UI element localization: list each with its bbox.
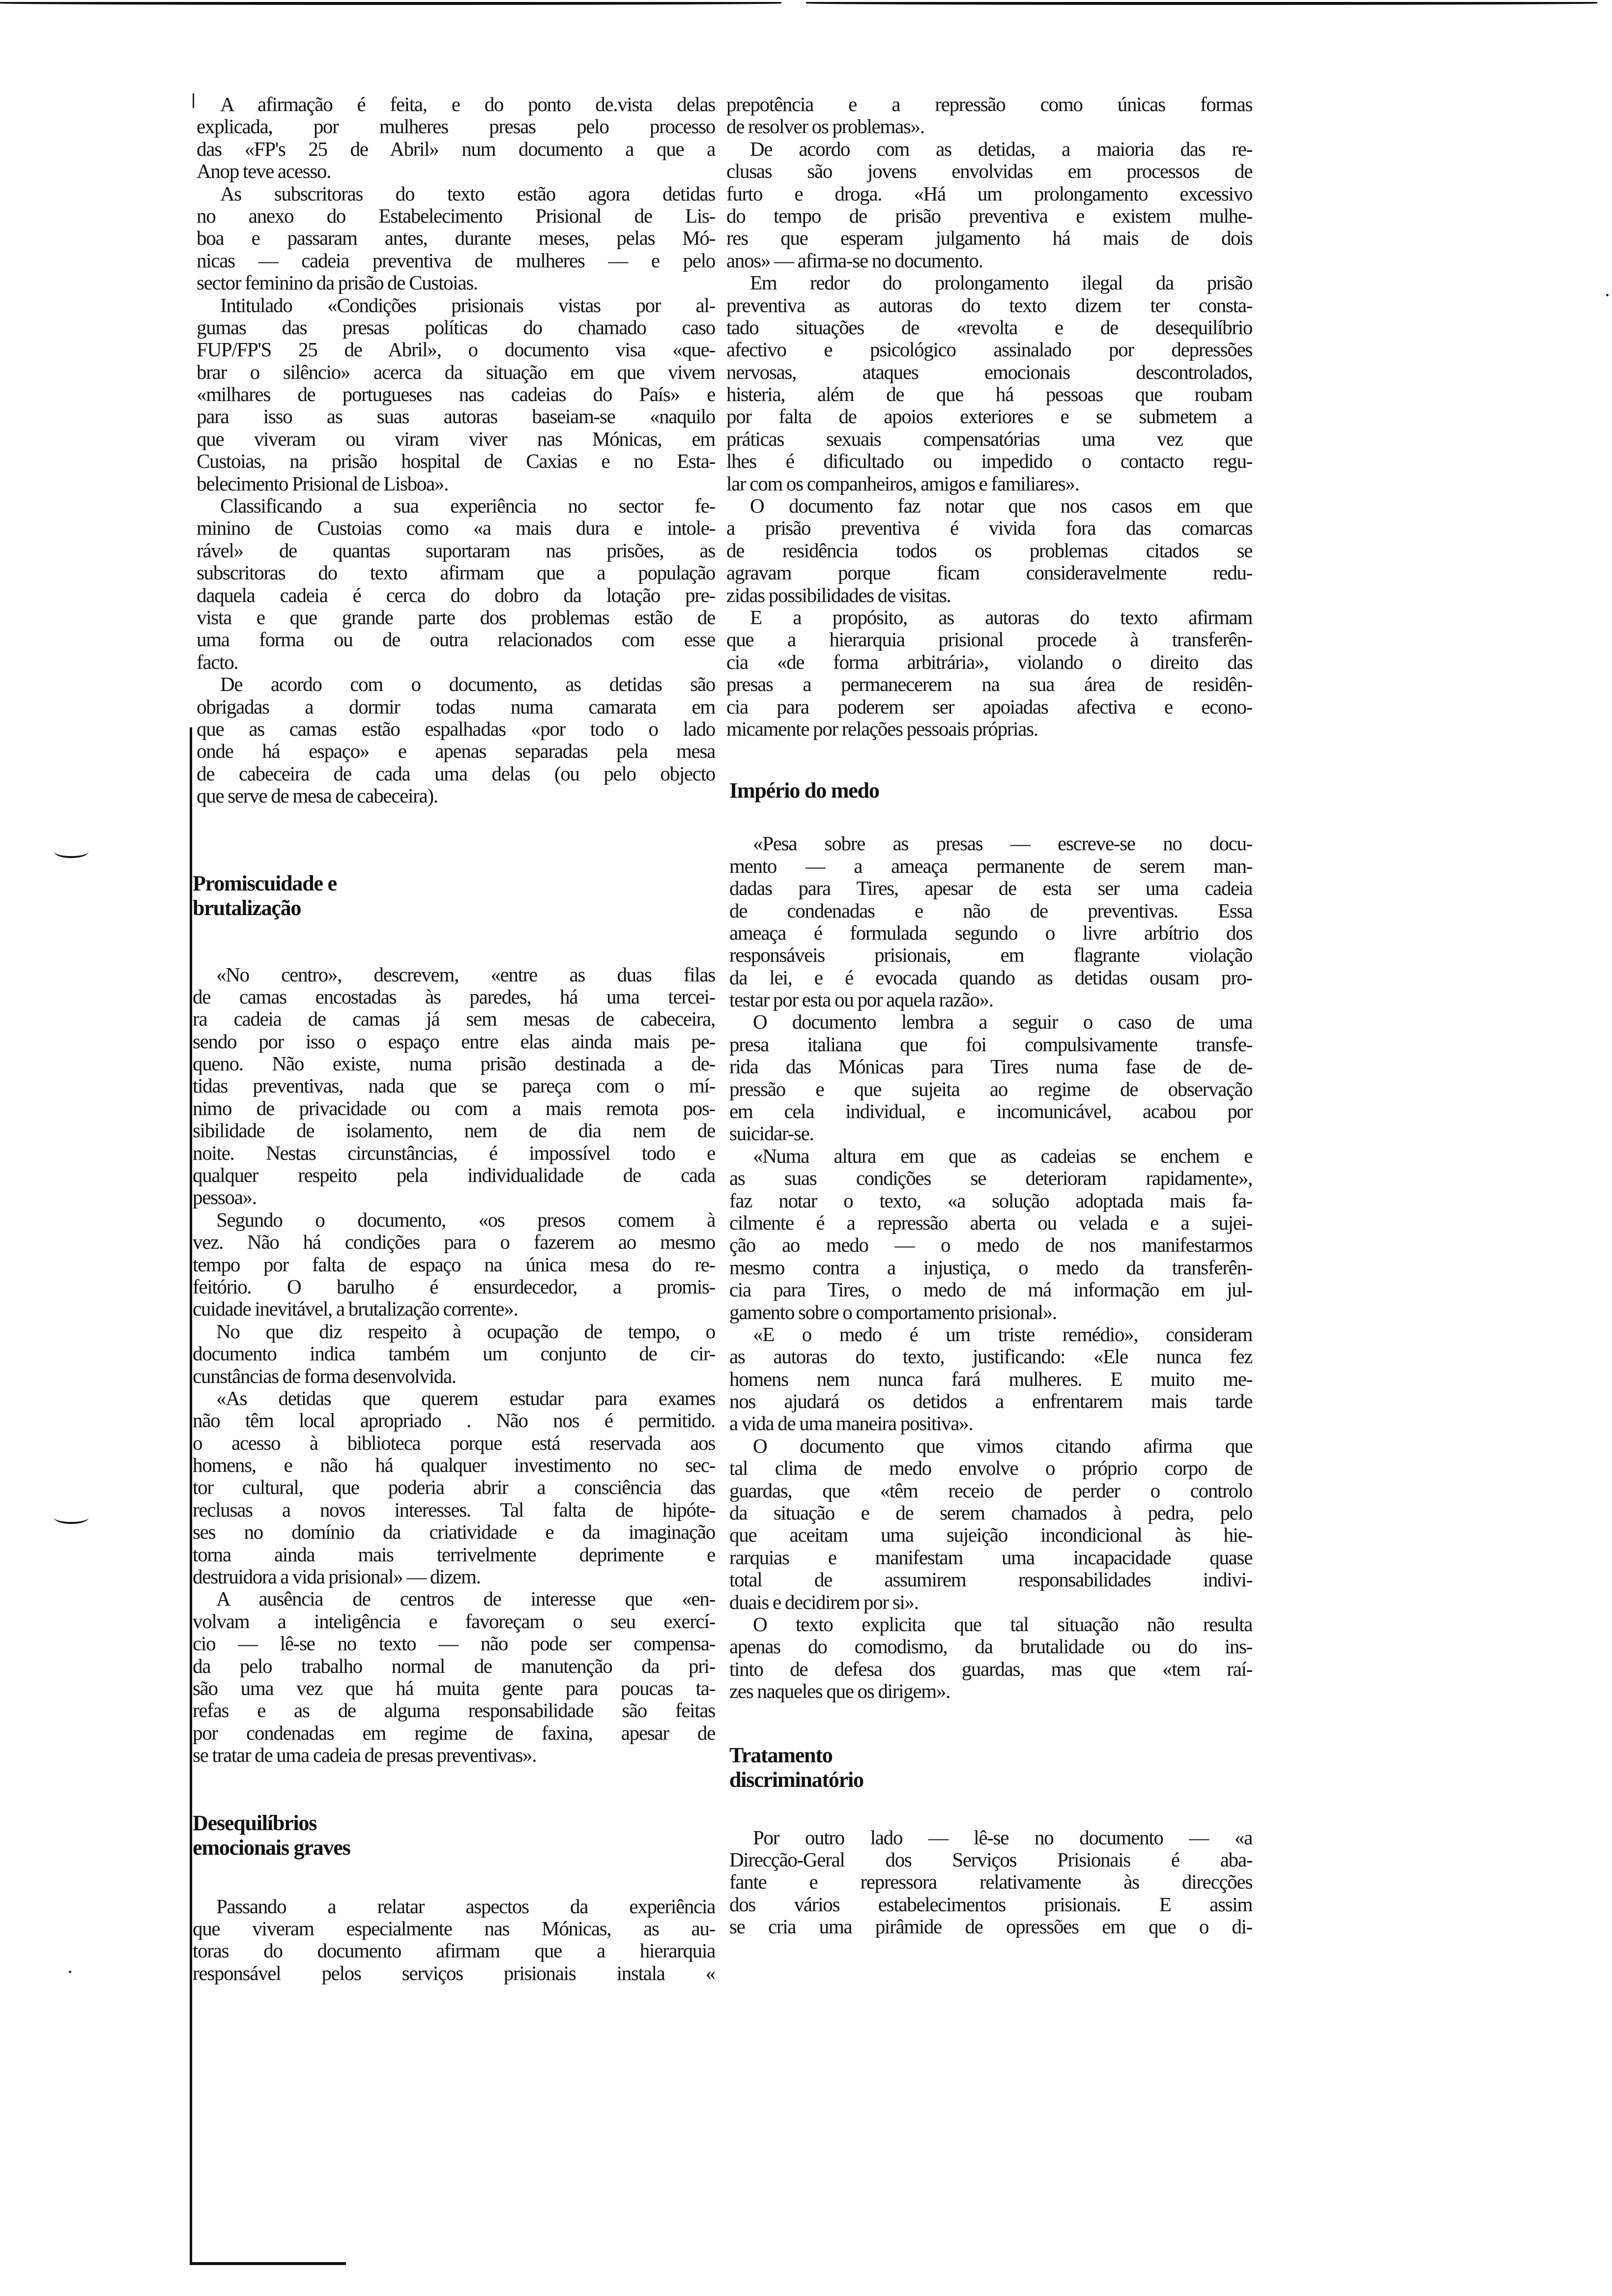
text-line: «Pesa sobre as presas — escreve-se no docu-	[753, 832, 1252, 855]
paragraph	[726, 138, 1252, 272]
heading-line: brutalização	[193, 895, 301, 920]
margin-speck	[69, 1971, 71, 1973]
text-line: de resolver os problemas».	[726, 115, 924, 138]
section-heading	[193, 871, 715, 920]
text-line: para isso as suas autoras baseiam-se «naquilo	[197, 405, 715, 428]
text-line: brar o silêncio» acerca da situação em que vivem	[197, 360, 715, 383]
text-line: tempo por falta de espaço na única mesa do re-	[193, 1253, 715, 1276]
text-line: homens nem nunca fará mulheres. E muito me-	[729, 1367, 1252, 1390]
text-line: vez. Não há condições para o fazerem ao mesmo	[193, 1231, 715, 1254]
text-line: se cria uma pirâmide de opressões em que o di-	[729, 1915, 1252, 1938]
binding-mark	[54, 1511, 88, 1524]
right-column	[726, 93, 1252, 1938]
text-line: guardas, que «têm receio de perder o controlo	[729, 1479, 1252, 1502]
heading-line: discriminatório	[729, 1767, 864, 1792]
text-line: tado situações de «revolta e de desequilíbrio	[726, 316, 1252, 339]
text-line: destruidora a vida prisional» — dizem.	[193, 1565, 481, 1588]
text-line: suicidar-se.	[729, 1122, 814, 1145]
text-line: documento indica também um conjunto de cir-	[193, 1342, 715, 1365]
text-line: E a propósito, as autoras do texto afirmam	[750, 605, 1252, 629]
text-line: De acordo com as detidas, a maioria das re-	[750, 137, 1252, 160]
paragraph	[726, 495, 1252, 606]
text-line: de camas encostadas às paredes, há uma tercei-	[193, 985, 715, 1008]
text-line: belecimento Prisional de Lisboa».	[197, 472, 449, 495]
text-line: Por outro lado — lê-se no documento — «a	[753, 1826, 1252, 1849]
text-line: apenas do comodismo, da brutalidade ou do ins-	[729, 1635, 1252, 1658]
paragraph	[197, 294, 715, 495]
text-line: da situação e de serem chamados à pedra, pelo	[729, 1501, 1252, 1524]
paragraph	[197, 673, 715, 807]
paragraph	[193, 1209, 715, 1320]
margin-speck	[1606, 294, 1609, 296]
text-line: de residência todos os problemas citados se	[726, 539, 1252, 562]
paragraph	[729, 1435, 1252, 1613]
text-line: do tempo de prisão preventiva e existem mulhe-	[726, 204, 1252, 227]
text-line: daquela cadeia é cerca do dobro da lotação pre-	[197, 583, 715, 606]
text-line: «As detidas que querem estudar para exames	[216, 1386, 715, 1409]
text-line: queno. Não existe, numa prisão destinada a de-	[193, 1052, 715, 1075]
text-line: rarquias e manifestam uma incapacidade quase	[729, 1546, 1252, 1569]
text-line: homens, e não há qualquer investimento no sec-	[193, 1454, 715, 1477]
text-line: rável» de quantas suportaram nas prisões, as	[197, 539, 715, 562]
text-line: feitório. O barulho é ensurdecedor, a promis-	[193, 1275, 715, 1298]
text-line: a prisão preventiva é vivida fora das comarcas	[726, 517, 1252, 540]
text-line: tor cultural, que poderia abrir a consciência das	[193, 1476, 715, 1499]
text-line: rida das Mónicas para Tires numa fase de de-	[729, 1055, 1252, 1078]
text-line: reclusas a novos interesses. Tal falta de hipóte-	[193, 1498, 715, 1521]
text-line: cia para poderem ser apoiadas afectiva e econo-	[726, 695, 1252, 718]
text-line: anos» — afirma-se no documento.	[726, 249, 983, 272]
text-line: micamente por relações pessoais próprias.	[726, 717, 1038, 740]
paragraph	[729, 832, 1252, 1011]
text-line: vista e que grande parte dos problemas estão de	[197, 605, 715, 629]
text-line: ameaça é formulada segundo o livre arbítrio dos	[729, 921, 1252, 944]
text-line: se tratar de uma cadeia de presas preventivas».	[193, 1744, 537, 1767]
text-line: nimo de privacidade ou com a mais remota pos-	[193, 1096, 715, 1119]
paragraph	[193, 1387, 715, 1588]
paragraph	[729, 1613, 1252, 1703]
text-line: testar por esta ou por aquela razão».	[729, 988, 993, 1011]
text-line: que aceitam uma sujeição incondicional às hie-	[729, 1523, 1252, 1547]
text-line: duais e decidirem por si».	[729, 1590, 919, 1613]
text-line: tinto de defesa dos guardas, mas que «tem raí-	[729, 1657, 1252, 1680]
section-heading	[729, 778, 1252, 803]
paragraph	[726, 93, 1252, 138]
text-line: por condenadas em regime de faxina, apesar de	[193, 1721, 715, 1744]
text-line: faz notar o texto, «a solução adoptada mais fa-	[729, 1189, 1252, 1212]
text-line: as suas condições se deterioram rapidamente»,	[729, 1167, 1252, 1190]
text-line: res que esperam julgamento há mais de dois	[726, 227, 1252, 250]
text-line: ção ao medo — o medo de nos manifestarmos	[729, 1234, 1252, 1257]
text-line: boa e passaram antes, durante meses, pelas Mó-	[197, 227, 715, 250]
text-line: são uma vez que há muita gente para poucas ta-	[193, 1677, 715, 1699]
text-line: preventiva as autoras do texto dizem ter consta-	[726, 293, 1252, 316]
text-line: gamento sobre o comportamento prisional».	[729, 1300, 1057, 1323]
text-line: subscritoras do texto afirmam que a população	[197, 561, 715, 584]
text-line: O documento lembra a seguir o caso de uma	[753, 1010, 1252, 1033]
text-line: que serve de mesa de cabeceira).	[197, 784, 438, 807]
paragraph	[193, 1320, 715, 1387]
text-line: de cabeceira de cada uma delas (ou pelo objecto	[197, 762, 715, 785]
text-line: furto e droga. «Há um prolongamento excessivo	[726, 182, 1252, 205]
heading-line: Tratamento	[729, 1743, 833, 1767]
text-line: agravam porque ficam consideravelmente redu-	[726, 561, 1252, 584]
text-line: presas a permanecerem na sua área de residên-	[726, 673, 1252, 696]
text-line: Passando a relatar aspectos da experiência	[216, 1894, 715, 1918]
text-line: gumas das presas políticas do chamado caso	[197, 316, 715, 339]
text-line: nicas — cadeia preventiva de mulheres — e pelo	[197, 249, 715, 272]
text-line: que as camas estão espalhadas «por todo o lado	[197, 717, 715, 740]
text-line: responsáveis prisionais, em flagrante violação	[729, 944, 1252, 967]
text-line: Segundo o documento, «os presos comem à	[216, 1208, 715, 1231]
text-line: A ausência de centros de interesse que «en-	[216, 1587, 715, 1610]
text-line: O texto explicita que tal situação não resulta	[753, 1613, 1252, 1636]
text-line: pessoa».	[193, 1186, 257, 1209]
text-line: o acesso à biblioteca porque está reservada aos	[193, 1431, 715, 1454]
text-line: onde há espaço» e apenas separadas pela mesa	[197, 740, 715, 763]
text-line: Custoias, na prisão hospital de Caxias e no Esta-	[197, 450, 715, 473]
binding-mark	[54, 845, 88, 858]
text-line: lhes é dificultado ou impedido o contacto regu-	[726, 450, 1252, 473]
text-line: zidas possibilidades de visitas.	[726, 583, 951, 606]
text-line: das «FP's 25 de Abril» num documento a que a	[197, 137, 715, 160]
text-line: não têm local apropriado . Não nos é permitido.	[193, 1409, 715, 1432]
text-line: da lei, e é evocada quando as detidas ousam pro-	[729, 966, 1252, 989]
text-line: mento — a ameaça permanente de serem man-	[729, 854, 1252, 877]
text-line: Anop teve acesso.	[197, 160, 331, 183]
text-line: dos vários estabelecimentos prisionais. E assim	[729, 1893, 1252, 1916]
text-line: tal clima de medo envolve o próprio corpo de	[729, 1457, 1252, 1480]
text-line: sibilidade de isolamento, nem de dia nem de	[193, 1119, 715, 1142]
text-line: afectivo e psicológico assinalado por depressões	[726, 338, 1252, 361]
text-line: As subscritoras do texto estão agora detidas	[220, 182, 715, 205]
section-heading	[193, 1811, 715, 1860]
text-line: Em redor do prolongamento ilegal da prisão	[750, 271, 1252, 294]
text-line: noite. Nestas circunstâncias, é impossível todo e	[193, 1141, 715, 1164]
text-line: «milhares de portugueses nas cadeias do País» e	[197, 383, 715, 406]
text-line: que viveram especialmente nas Mónicas, as au-	[193, 1917, 715, 1940]
text-line: de condenadas e não de preventivas. Essa	[729, 899, 1252, 922]
heading-line: Promiscuidade e	[193, 871, 337, 895]
text-line: práticas sexuais compensatórias uma vez que	[726, 427, 1252, 450]
text-line: facto.	[197, 650, 238, 673]
text-line: «Numa altura em que as cadeias se enchem e	[753, 1144, 1252, 1167]
text-line: presa italiana que foi compulsivamente transfe-	[729, 1033, 1252, 1056]
text-line: refas e as de alguma responsabilidade são feitas	[193, 1699, 715, 1722]
text-line: cio — lê-se no texto — não pode ser compensa-	[193, 1632, 715, 1655]
text-line: minino de Custoias como «a mais dura e intole-	[197, 517, 715, 540]
section-heading	[729, 1743, 1252, 1792]
text-line: O documento faz notar que nos casos em que	[750, 494, 1252, 517]
text-line: por falta de apoios exteriores e se submetem a	[726, 405, 1252, 428]
text-line: Classificando a sua experiência no sector fe-	[220, 494, 715, 517]
text-line: cunstâncias de forma desenvolvida.	[193, 1364, 456, 1387]
heading-line: Desequilíbrios	[193, 1810, 317, 1835]
paragraph	[197, 183, 715, 294]
text-line: dadas para Tires, apesar de esta ser uma cadeia	[729, 877, 1252, 900]
text-line: clusas são jovens envolvidas em processos de	[726, 160, 1252, 183]
text-line: que a hierarquia prisional procede à transferên-	[726, 628, 1252, 651]
text-line: pressão e que sujeita ao regime de observação	[729, 1077, 1252, 1100]
text-line: da pelo trabalho normal de manutenção da pri-	[193, 1654, 715, 1677]
text-line: a vida de uma maneira positiva».	[729, 1412, 973, 1435]
bottom-column-rule	[190, 2262, 346, 2265]
text-line: ra cadeia de camas já sem mesas de cabeceira,	[193, 1007, 715, 1031]
paragraph	[193, 1588, 715, 1766]
text-line: De acordo com o documento, as detidas são	[220, 673, 715, 696]
paragraph	[729, 1011, 1252, 1145]
text-line: ses no domínio da criatividade e da imaginação	[193, 1521, 715, 1544]
text-line: explicada, por mulheres presas pelo processo	[197, 115, 715, 138]
left-column-rule	[190, 727, 192, 2265]
paragraph	[726, 272, 1252, 495]
text-line: torna ainda mais terrivelmente deprimente e	[193, 1543, 715, 1566]
text-line: volvam a inteligência e favoreçam o seu exercí-	[193, 1609, 715, 1633]
text-line: sendo por isso o espaço entre elas ainda mais pe-	[193, 1030, 715, 1053]
top-rule-right	[806, 2, 1597, 5]
text-line: histeria, além de que há pessoas que roubam	[726, 383, 1252, 406]
heading-line: emocionais graves	[193, 1835, 350, 1860]
text-line: No que diz respeito à ocupação de tempo, o	[216, 1320, 715, 1343]
text-line: Direcção-Geral dos Serviços Prisionais é aba-	[729, 1848, 1252, 1871]
text-line: mesmo contra a injustiça, o medo da transferên-	[729, 1256, 1252, 1279]
text-line: qualquer respeito pela individualidade de cada	[193, 1164, 715, 1187]
text-line: uma forma ou de outra relacionados com esse	[197, 628, 715, 651]
text-line: lar com os companheiros, amigos e familiares».	[726, 472, 1079, 495]
text-line: obrigadas a dormir todas numa camarata em	[197, 695, 715, 718]
margin-tick	[193, 93, 194, 108]
text-line: cia para Tires, o medo de má informação em jul-	[729, 1278, 1252, 1301]
text-line: as autoras do texto, justificando: «Ele nunca fez	[729, 1345, 1252, 1368]
paragraph	[729, 1145, 1252, 1323]
text-line: O documento que vimos citando afirma que	[753, 1434, 1252, 1457]
text-line: nervosas, ataques emocionais descontrolados,	[726, 360, 1252, 383]
text-line: total de assumirem responsabilidades indivi-	[729, 1568, 1252, 1591]
text-line: cilmente é a repressão aberta ou velada e a sujei-	[729, 1211, 1252, 1234]
paragraph	[197, 93, 715, 183]
text-line: «E o medo é um triste remédio», consideram	[753, 1322, 1252, 1346]
text-line: cuidade inevitável, a brutalização corrente».	[193, 1297, 518, 1320]
text-line: «No centro», descrevem, «entre as duas filas	[216, 963, 715, 986]
text-line: tidas preventivas, nada que se pareça com o mí-	[193, 1074, 715, 1097]
paragraph	[197, 495, 715, 673]
text-line: prepotência e a repressão como únicas formas	[726, 93, 1252, 115]
text-line: nos ajudará os detidos a enfrentarem mais tarde	[729, 1390, 1252, 1413]
text-line: zes naqueles que os dirigem».	[729, 1680, 950, 1703]
paragraph	[726, 606, 1252, 740]
text-line: no anexo do Estabelecimento Prisional de Lis-	[197, 204, 715, 227]
text-line: responsável pelos serviços prisionais instala «	[193, 1961, 715, 1984]
text-line: A afirmação é feita, e do ponto de.vista delas	[220, 93, 715, 115]
heading-line: Império do medo	[729, 778, 879, 803]
paragraph	[729, 1323, 1252, 1435]
paragraph	[193, 1895, 715, 1985]
text-line: cia «de forma arbitrária», violando o direito das	[726, 650, 1252, 673]
text-line: toras do documento afirmam que a hierarquia	[193, 1939, 715, 1962]
text-line: FUP/FP'S 25 de Abril», o documento visa «que-	[197, 338, 715, 361]
paragraph	[729, 1827, 1252, 1938]
text-line: Intitulado «Condições prisionais vistas por al-	[220, 293, 715, 316]
text-line: em cela individual, e incomunicável, acabou por	[729, 1100, 1252, 1123]
text-line: sector feminino da prisão de Custoias.	[197, 271, 478, 294]
text-line: que viveram ou viram viver nas Mónicas, em	[197, 427, 715, 450]
text-line: fante e repressora relativamente às direcções	[729, 1870, 1252, 1894]
left-column	[193, 93, 715, 1984]
top-rule-left	[0, 2, 781, 5]
paragraph	[193, 964, 715, 1209]
